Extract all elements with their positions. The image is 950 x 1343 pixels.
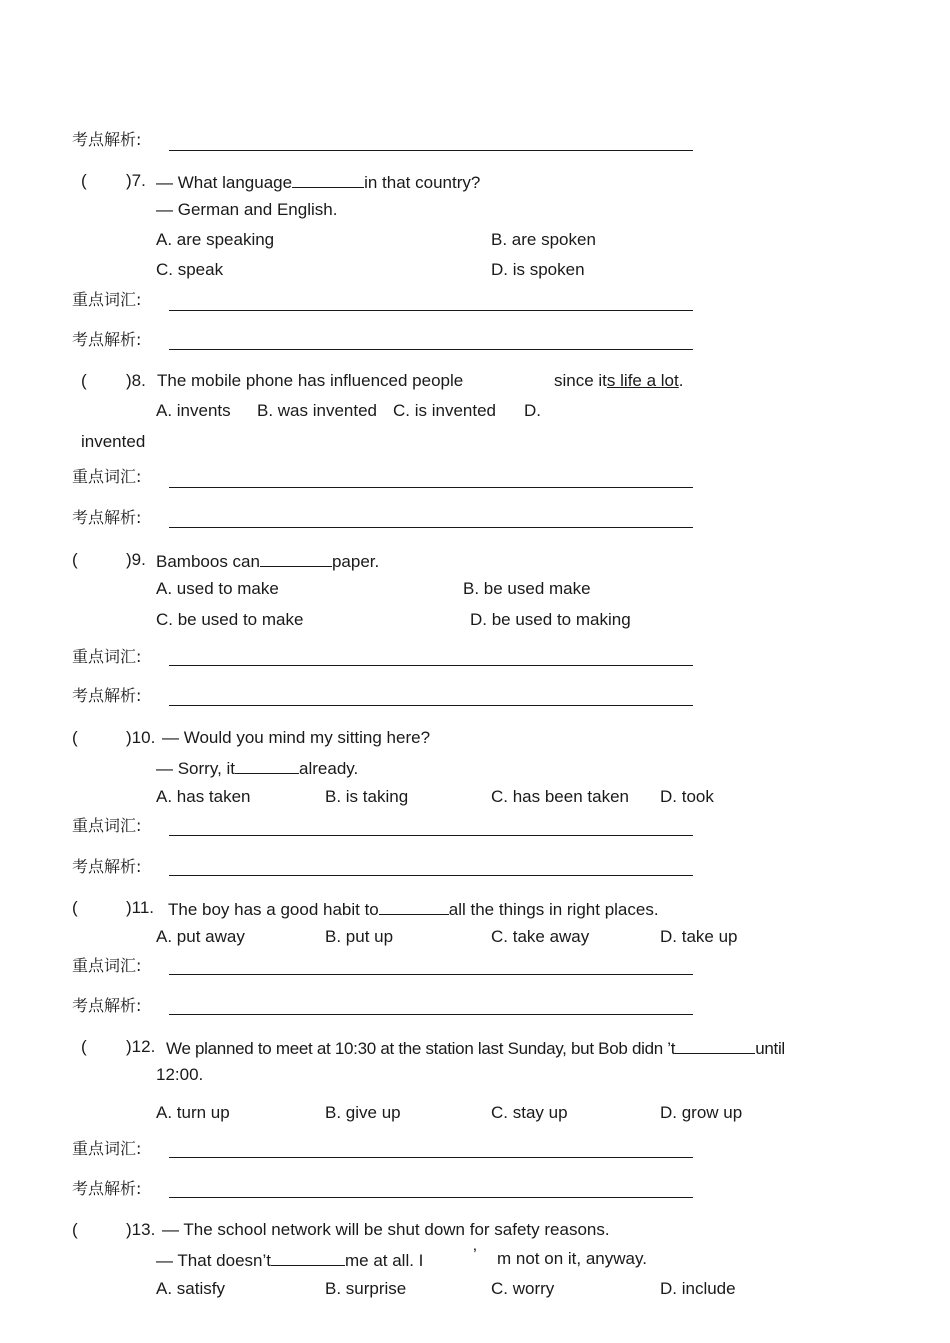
reply-text: — German and English. bbox=[156, 200, 338, 219]
question-number: )8. bbox=[126, 371, 146, 390]
analysis-line[interactable] bbox=[169, 1197, 693, 1198]
stem-text: already. bbox=[299, 759, 359, 778]
option-a[interactable]: A. has taken bbox=[156, 787, 251, 806]
vocab-label: 重点词汇: bbox=[72, 956, 142, 975]
answer-blank[interactable] bbox=[379, 898, 449, 915]
analysis-line[interactable] bbox=[169, 1014, 693, 1015]
reply-text-end: m not on it, anyway. bbox=[497, 1249, 647, 1268]
stem-text: We planned to meet at 10:30 at the station last Sunday, but Bob didn ’t bbox=[166, 1039, 676, 1058]
stem-text: all the things in right places. bbox=[448, 900, 659, 919]
analysis-label: 考点解析: bbox=[72, 330, 142, 349]
answer-blank[interactable] bbox=[292, 171, 364, 188]
option-c[interactable]: C. worry bbox=[491, 1279, 555, 1298]
answer-paren[interactable]: ( bbox=[81, 371, 87, 390]
stem-text: in that country? bbox=[364, 173, 481, 192]
vocab-label: 重点词汇: bbox=[72, 290, 142, 309]
option-c[interactable]: C. stay up bbox=[491, 1103, 568, 1122]
option-a[interactable]: A. are speaking bbox=[156, 230, 275, 249]
question-number: )12. bbox=[126, 1037, 156, 1056]
answer-paren[interactable]: ( bbox=[72, 728, 78, 747]
question-stem bbox=[166, 1037, 785, 1059]
vocab-line[interactable] bbox=[169, 1157, 693, 1158]
analysis-line[interactable] bbox=[169, 150, 693, 151]
vocab-line[interactable] bbox=[169, 487, 693, 488]
option-d[interactable]: D. grow up bbox=[660, 1103, 743, 1122]
stem-text: until bbox=[755, 1039, 785, 1058]
answer-blank[interactable] bbox=[260, 550, 332, 567]
option-c[interactable]: C. take away bbox=[491, 927, 590, 946]
question-stem bbox=[156, 550, 379, 572]
option-d[interactable]: D. take up bbox=[660, 927, 738, 946]
analysis-line[interactable] bbox=[169, 705, 693, 706]
reply-text bbox=[156, 757, 358, 779]
option-d[interactable]: D. be used to making bbox=[470, 610, 631, 629]
vocab-label: 重点词汇: bbox=[72, 467, 142, 486]
stem-text: since it bbox=[554, 371, 607, 390]
question-number: )10. bbox=[126, 728, 156, 747]
stem-text: me at all. I bbox=[344, 1251, 424, 1270]
option-b[interactable]: B. be used make bbox=[463, 579, 591, 598]
option-b[interactable]: B. put up bbox=[325, 927, 394, 946]
stem-text: paper. bbox=[331, 552, 380, 571]
analysis-label: 考点解析: bbox=[72, 508, 142, 527]
stem-text: — That doesn’t bbox=[156, 1251, 271, 1270]
answer-blank[interactable] bbox=[235, 757, 299, 774]
option-d[interactable]: D. bbox=[524, 401, 541, 420]
vocab-line[interactable] bbox=[169, 835, 693, 836]
option-d[interactable]: D. is spoken bbox=[491, 260, 585, 279]
question-stem bbox=[156, 171, 480, 193]
question-stem-continued: 12:00. bbox=[156, 1065, 204, 1084]
option-d[interactable]: D. took bbox=[660, 787, 714, 806]
question-stem: — Would you mind my sitting here? bbox=[162, 728, 431, 747]
answer-paren[interactable]: ( bbox=[72, 898, 78, 917]
analysis-label: 考点解析: bbox=[72, 996, 142, 1015]
analysis-label: 考点解析: bbox=[72, 1179, 142, 1198]
question-stem bbox=[168, 898, 659, 920]
option-b[interactable]: B. is taking bbox=[325, 787, 409, 806]
answer-paren[interactable]: ( bbox=[72, 1220, 78, 1239]
option-a[interactable]: A. invents bbox=[156, 401, 231, 420]
analysis-line[interactable] bbox=[169, 349, 693, 350]
stem-text: — Sorry, it bbox=[156, 759, 236, 778]
stem-text: Bamboos can bbox=[156, 552, 260, 571]
option-b[interactable]: B. give up bbox=[325, 1103, 401, 1122]
reply-text bbox=[156, 1249, 423, 1271]
vocab-line[interactable] bbox=[169, 665, 693, 666]
answer-blank[interactable]: s life a lot bbox=[606, 371, 679, 390]
vocab-line[interactable] bbox=[169, 974, 693, 975]
answer-paren[interactable]: ( bbox=[81, 1037, 87, 1056]
option-b[interactable]: B. was invented bbox=[257, 401, 378, 420]
option-d-continued[interactable]: invented bbox=[81, 432, 146, 451]
option-c[interactable]: C. is invented bbox=[393, 401, 496, 420]
option-c[interactable]: C. be used to make bbox=[156, 610, 304, 629]
question-number: )11. bbox=[126, 898, 155, 917]
answer-blank[interactable] bbox=[271, 1249, 345, 1266]
answer-paren[interactable]: ( bbox=[81, 171, 87, 190]
stem-text: . bbox=[678, 371, 684, 390]
question-number: )7. bbox=[126, 171, 146, 190]
vocab-label: 重点词汇: bbox=[72, 647, 142, 666]
analysis-line[interactable] bbox=[169, 527, 693, 528]
answer-paren[interactable]: ( bbox=[72, 550, 78, 569]
option-a[interactable]: A. satisfy bbox=[156, 1279, 225, 1298]
option-c[interactable]: C. speak bbox=[156, 260, 224, 279]
question-stem bbox=[554, 371, 683, 391]
answer-blank[interactable] bbox=[675, 1037, 755, 1054]
analysis-label: 考点解析: bbox=[72, 686, 142, 705]
vocab-label: 重点词汇: bbox=[72, 816, 142, 835]
stem-text: The boy has a good habit to bbox=[168, 900, 379, 919]
option-b[interactable]: B. surprise bbox=[325, 1279, 407, 1298]
question-stem: — The school network will be shut down for safety reasons. bbox=[162, 1220, 610, 1239]
option-a[interactable]: A. turn up bbox=[156, 1103, 230, 1122]
analysis-label: 考点解析: bbox=[72, 130, 142, 149]
option-d[interactable]: D. include bbox=[660, 1279, 736, 1298]
option-a[interactable]: A. put away bbox=[156, 927, 245, 946]
analysis-label: 考点解析: bbox=[72, 857, 142, 876]
stem-text: — What language bbox=[156, 173, 293, 192]
vocab-line[interactable] bbox=[169, 310, 693, 311]
apostrophe-mark: ’ bbox=[473, 1245, 477, 1264]
analysis-line[interactable] bbox=[169, 875, 693, 876]
question-stem: The mobile phone has influenced people bbox=[157, 371, 464, 390]
vocab-label: 重点词汇: bbox=[72, 1139, 142, 1158]
option-a[interactable]: A. used to make bbox=[156, 579, 279, 598]
question-number: )9. bbox=[126, 550, 146, 569]
option-b[interactable]: B. are spoken bbox=[491, 230, 596, 249]
question-number: )13. bbox=[126, 1220, 156, 1239]
option-c[interactable]: C. has been taken bbox=[491, 787, 629, 806]
